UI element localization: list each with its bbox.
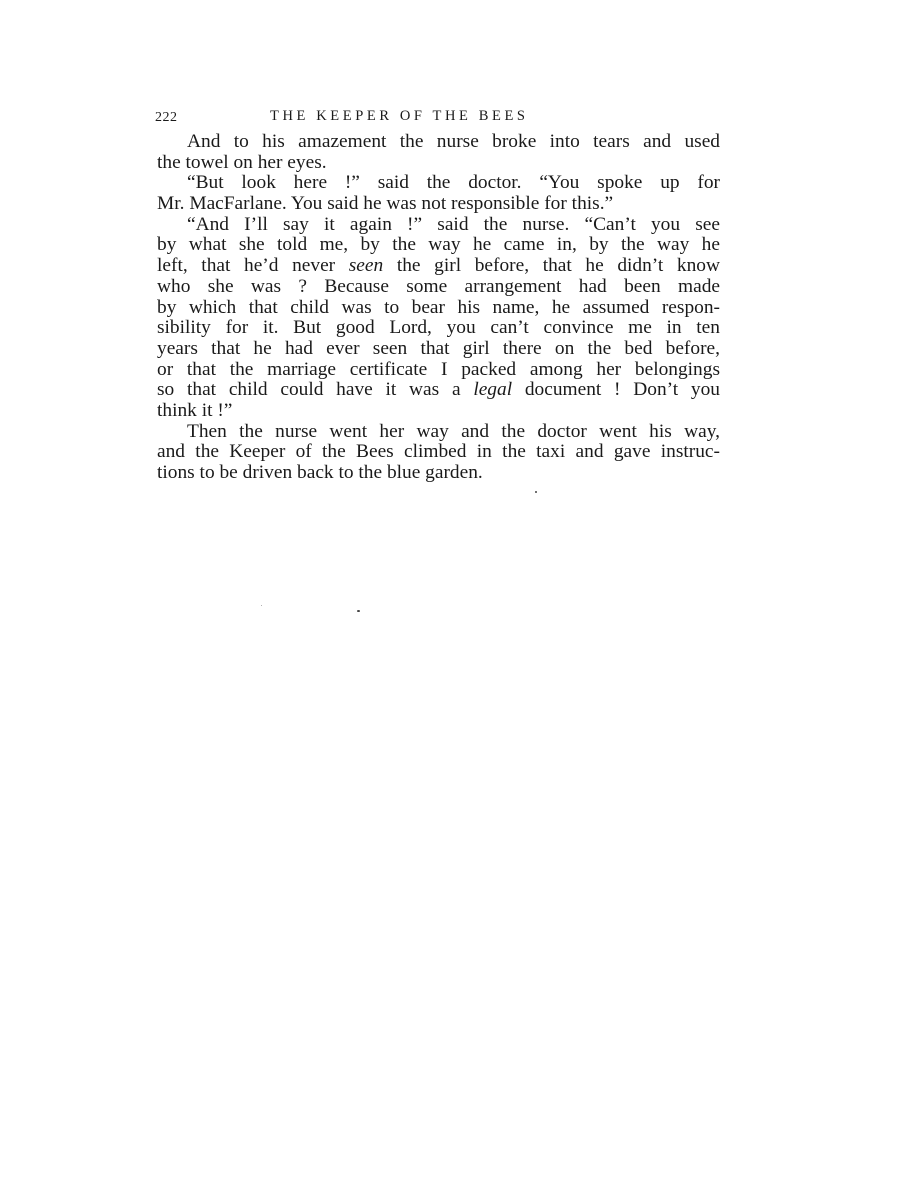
text-line: “And I’ll say it again !” said the nurse. “Can’t you see [187, 213, 720, 235]
text-line: who she was ? Because some arrangement had been made [157, 275, 720, 297]
text-line: so that child could have it was a legal document ! Don’t you [157, 379, 720, 401]
scan-speck [357, 610, 360, 612]
text-line: left, that he’d never seen the girl before, that he didn’t know [157, 255, 720, 277]
text-line: Mr. MacFarlane. You said he was not responsible for this.” [157, 193, 614, 215]
text-line: and the Keeper of the Bees climbed in the taxi and gave instruc- [157, 441, 720, 463]
scan-speck [261, 605, 262, 606]
running-head [155, 107, 720, 129]
text-line: sibility for it. But good Lord, you can’t convince me in ten [157, 317, 720, 339]
text-line: And to his amazement the nurse broke into tears and used [187, 131, 720, 152]
body-text [157, 132, 720, 484]
text-line: by which that child was to bear his name, he assumed respon- [157, 296, 720, 318]
italic-word: legal [473, 379, 513, 401]
text-line: or that the marriage certificate I packed among her belongings [157, 358, 720, 380]
text-line: think it !” [157, 399, 233, 421]
running-title: THE KEEPER OF THE BEES [270, 108, 529, 124]
scan-speck [535, 491, 537, 493]
page-number: 222 [155, 110, 178, 125]
italic-word: seen [348, 255, 384, 277]
text-line: years that he had ever seen that girl there on the bed before, [157, 337, 720, 359]
text-line: “But look here !” said the doctor. “You spoke up for [187, 172, 720, 194]
text-line: tions to be driven back to the blue garden. [157, 462, 483, 483]
text-line: the towel on her eyes. [157, 151, 327, 173]
text-line: by what she told me, by the way he came in, by the way he [157, 234, 720, 256]
text-line: Then the nurse went her way and the doctor went his way, [187, 420, 720, 442]
